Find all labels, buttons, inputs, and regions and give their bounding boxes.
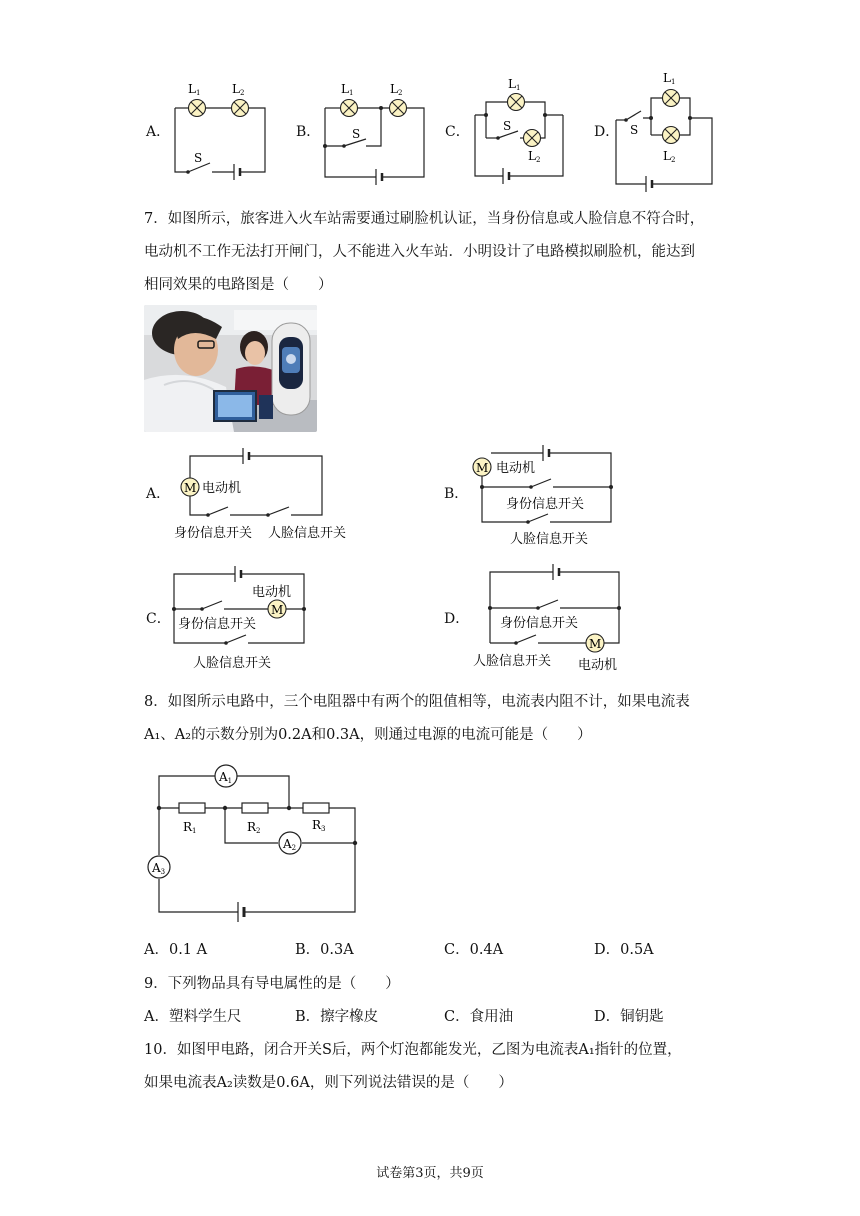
resistor-label: R1 <box>183 820 197 835</box>
svg-text:M: M <box>476 461 489 475</box>
q7-stem-line1: 7．如图所示，旅客进入火车站需要通过刷脸机认证，当身份信息或人脸信息不符合时， <box>144 211 705 227</box>
switch-label: S <box>503 119 512 133</box>
option-letter: C． <box>146 611 171 627</box>
q10-stem-line1: 10．如图甲电路，闭合开关S后，两个灯泡都能发光，乙图为电流表A₁指针的位置， <box>144 1042 682 1058</box>
q9-stem: 9．下列物品具有导电属性的是（ ） <box>144 976 400 992</box>
switch-label: 人脸信息开关 <box>473 654 552 669</box>
lamp-label: L2 <box>232 82 245 97</box>
lamp-label: L2 <box>528 149 541 164</box>
switch-label: 人脸信息开关 <box>193 656 272 671</box>
switch-label: 身份信息开关 <box>506 497 585 512</box>
lamp-label: L1 <box>341 82 354 97</box>
switch-label: S <box>194 151 203 165</box>
q8-option-b[interactable]: B．0.3A <box>295 942 354 958</box>
lamp-label: L2 <box>663 149 676 164</box>
q8-stem-line2: A₁、A₂的示数分别为0.2A和0.3A，则通过电源的电流可能是（ ） <box>144 727 592 743</box>
q8-option-d[interactable]: D．0.5A <box>594 942 654 958</box>
ammeter-icon <box>148 856 170 878</box>
switch-label: 身份信息开关 <box>178 617 257 632</box>
motor-label: 电动机 <box>202 481 242 496</box>
motor-label: 电动机 <box>252 585 292 600</box>
q8-option-a[interactable]: A．0.1 A <box>144 942 208 958</box>
option-letter: A． <box>146 486 171 502</box>
lamp-label: L1 <box>663 71 676 86</box>
svg-text:M: M <box>271 603 284 617</box>
switch-label: 人脸信息开关 <box>510 532 589 547</box>
switch-label: S <box>352 127 361 141</box>
svg-text:A1: A1 <box>219 770 233 785</box>
option-letter: D． <box>444 611 470 627</box>
q8-stem-line1: 8．如图所示电路中，三个电阻器中有两个的阻值相等，电流表内阻不计，如果电流表 <box>144 694 690 710</box>
lamp-label: L1 <box>508 77 521 92</box>
svg-text:A2: A2 <box>283 837 297 852</box>
option-letter: B． <box>296 124 321 140</box>
q9-option-c[interactable]: C．食用油 <box>444 1009 514 1025</box>
motor-label: 电动机 <box>496 461 536 476</box>
switch-label: 人脸信息开关 <box>268 526 347 541</box>
ammeter-icon <box>279 832 301 854</box>
switch-label: 身份信息开关 <box>174 526 253 541</box>
option-letter: D． <box>594 124 620 140</box>
ammeter-icon <box>215 765 237 787</box>
lamp-label: L1 <box>188 82 201 97</box>
q8-option-c[interactable]: C．0.4A <box>444 942 504 958</box>
option-letter: A． <box>146 124 171 140</box>
q7-stem-line2: 电动机不工作无法打开闸门，人不能进入火车站．小明设计了电路模拟刷脸机，能达到 <box>144 244 695 260</box>
q7-stem-line3: 相同效果的电路图是（ ） <box>144 277 333 293</box>
option-letter: B． <box>444 486 469 502</box>
q9-option-b[interactable]: B．擦字橡皮 <box>295 1009 379 1025</box>
page-footer: 试卷第3页，共9页 <box>376 1166 484 1181</box>
q9-option-d[interactable]: D．铜钥匙 <box>594 1009 664 1025</box>
resistor-label: R3 <box>312 818 326 833</box>
svg-text:M: M <box>589 637 602 651</box>
lamp-label: L2 <box>390 82 403 97</box>
q9-option-a[interactable]: A．塑料学生尺 <box>144 1009 242 1025</box>
motor-label: 电动机 <box>578 658 618 673</box>
q10-stem-line2: 如果电流表A₂读数是0.6A，则下列说法错误的是（ ） <box>144 1075 513 1091</box>
switch-label: 身份信息开关 <box>500 616 579 631</box>
svg-text:M: M <box>184 481 197 495</box>
svg-text:A3: A3 <box>152 861 166 876</box>
resistor-label: R2 <box>247 820 261 835</box>
option-letter: C． <box>445 124 470 140</box>
switch-label: S <box>630 123 639 137</box>
